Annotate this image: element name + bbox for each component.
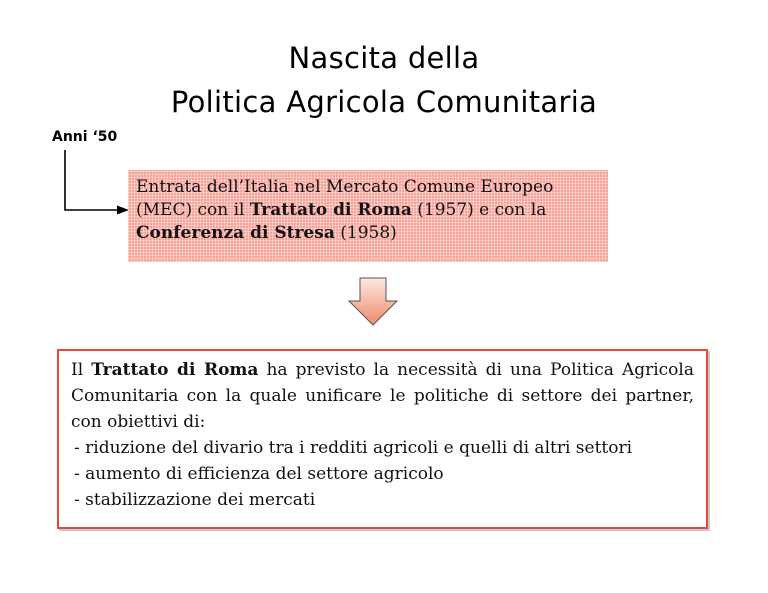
- objectives-list: [71, 435, 694, 513]
- intro-text: ha previsto la necessità di una Politica Agricola Comunitaria con la quale unificare le politiche di settore dei partner, con obiettivi di:: [71, 360, 694, 432]
- objectives-intro: [71, 357, 694, 435]
- list-item: - riduzione del divario tra i redditi agricoli e quelli di altri settori: [74, 438, 633, 458]
- title-line-1: Nascita della: [288, 41, 480, 75]
- callout-bold-conference: Conferenza di Stresa: [136, 223, 335, 243]
- intro-prefix: Il: [71, 360, 92, 380]
- decade-label: Anni ‘50: [52, 129, 118, 145]
- callout-text-3: (1958): [334, 223, 397, 243]
- list-item: - stabilizzazione dei mercati: [74, 490, 316, 510]
- down-arrow-icon: [347, 277, 399, 327]
- callout-text-2: (1957) e con la: [411, 200, 547, 220]
- slide-title: [0, 36, 768, 124]
- callout-box: [128, 170, 608, 262]
- intro-bold-treaty: Trattato di Roma: [91, 360, 259, 380]
- objectives-box: [57, 349, 708, 529]
- callout-text-1: Entrata dell’Italia nel Mercato Comune Europeo (MEC) con il: [136, 177, 554, 220]
- elbow-arrow-icon: [55, 148, 133, 218]
- callout-bold-treaty: Trattato di Roma: [249, 200, 412, 220]
- list-item: - aumento di efficienza del settore agricolo: [74, 464, 444, 484]
- title-line-2: Politica Agricola Comunitaria: [170, 85, 598, 119]
